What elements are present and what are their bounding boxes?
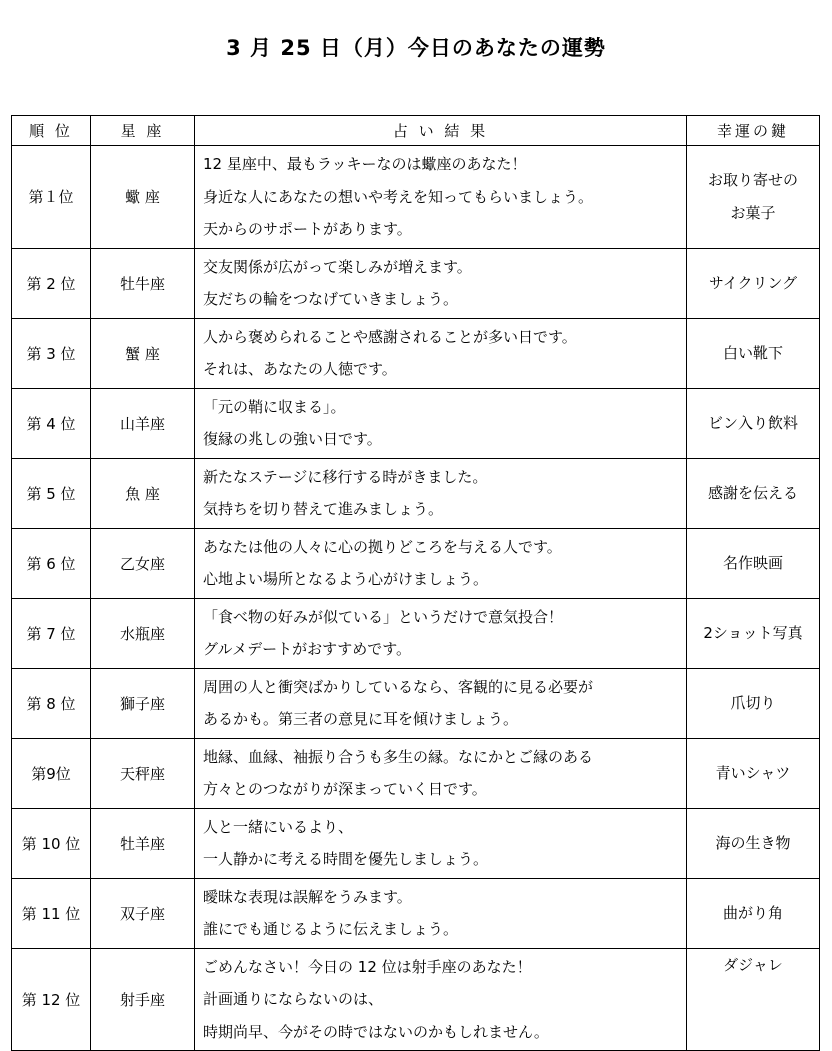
lucky-key-cell [687, 318, 820, 388]
lucky-key-text: 曲がり角 [722, 903, 783, 922]
table-row [12, 948, 820, 1051]
lucky-key-cell [687, 878, 820, 948]
fortune-text-line: 復縁の兆しの強い日です。 [203, 430, 382, 448]
rank-cell: 第 7 位 [12, 598, 91, 668]
lucky-key-cell [687, 146, 820, 249]
rank-cell: 第 4 位 [12, 388, 91, 458]
table-row [12, 458, 820, 528]
rank-cell: 第 10 位 [12, 808, 91, 878]
table-row [12, 808, 820, 878]
fortune-text-line: 「元の鞘に収まる」。 [203, 397, 346, 416]
fortune-text-line: 交友関係が広がって楽しみが増えます。 [203, 257, 472, 276]
lucky-key-text: お取り寄せの [707, 171, 798, 190]
fortune-text-line: それは、あなたの人徳です。 [203, 360, 397, 378]
table-row [12, 878, 820, 948]
header-sign: 星 座 [91, 116, 195, 146]
zodiac-sign-cell: 牡羊座 [91, 808, 195, 878]
fortune-result-cell [195, 948, 687, 1051]
lucky-key-text: ダジャレ [723, 955, 783, 974]
fortune-text-line: 人から褒められることや感謝されることが多い日です。 [203, 327, 577, 346]
lucky-key-cell [687, 668, 820, 738]
lucky-key-cell [687, 738, 820, 808]
table-row [12, 146, 820, 249]
fortune-text-line: グルメデートがおすすめです。 [203, 640, 412, 658]
lucky-key-text: 爪切り [730, 693, 776, 712]
fortune-text-line: 地縁、血縁、袖振り合うも多生の縁。なにかとご縁のある [203, 747, 594, 766]
zodiac-sign-cell: 蠍 座 [91, 146, 195, 249]
rank-cell: 第 2 位 [12, 248, 91, 318]
lucky-key-text: 白い靴下 [722, 343, 783, 362]
lucky-key-cell [687, 948, 820, 1051]
rank-cell: 第 8 位 [12, 668, 91, 738]
lucky-key-text: ビン入り飲料 [707, 413, 798, 432]
lucky-key-cell [687, 598, 820, 668]
rank-cell: 第１位 [12, 146, 91, 249]
fortune-text-line: ごめんなさい！今日の 12 位は射手座のあなた！ [203, 957, 532, 976]
fortune-table [11, 115, 820, 1051]
fortune-text-line: 時期尚早、今がその時ではないのかもしれません。 [203, 1022, 549, 1041]
zodiac-sign-cell: 天秤座 [91, 738, 195, 808]
header-lucky-key: 幸運の鍵 [687, 116, 820, 146]
fortune-result-cell [195, 738, 687, 808]
fortune-result-cell [195, 808, 687, 878]
table-row [12, 528, 820, 598]
lucky-key-text: 青いシャツ [715, 763, 791, 782]
fortune-result-cell [195, 878, 687, 948]
table-row [12, 668, 820, 738]
fortune-result-cell [195, 146, 687, 249]
lucky-key-cell [687, 528, 820, 598]
lucky-key-text: お菓子 [730, 203, 776, 222]
fortune-result-cell [195, 528, 687, 598]
lucky-key-text: 2ショット写真 [703, 623, 803, 642]
fortune-text-line: 「食べ物の好みが似ている」というだけで意気投合！ [203, 607, 564, 626]
lucky-key-cell [687, 388, 820, 458]
lucky-key-text: 感謝を伝える [707, 483, 798, 502]
fortune-text-line: 一人静かに考える時間を優先しましょう。 [203, 850, 489, 868]
fortune-result-cell [195, 388, 687, 458]
fortune-text-line: 心地よい場所となるよう心がけましょう。 [203, 570, 489, 588]
fortune-text-line: あるかも。第三者の意見に耳を傾けましょう。 [203, 710, 519, 728]
fortune-text-line: 新たなステージに移行する時がきました。 [203, 467, 488, 486]
fortune-text-line: 天からのサポートがあります。 [203, 220, 412, 238]
table-row [12, 598, 820, 668]
page-title: 3 月 25 日（月）今日のあなたの運勢 [226, 36, 606, 60]
fortune-result-cell [195, 458, 687, 528]
fortune-text-line: 曖昧な表現は誤解をうみます。 [203, 887, 412, 906]
lucky-key-cell [687, 808, 820, 878]
fortune-text-line: 身近な人にあなたの想いや考えを知ってもらいましょう。 [203, 187, 594, 206]
fortune-text-line: 12 星座中、最もラッキーなのは蠍座のあなた！ [203, 155, 527, 173]
fortune-text-line: 計画通りにならないのは、 [203, 990, 384, 1008]
lucky-key-text: 海の生き物 [715, 833, 791, 852]
fortune-text-line: 周囲の人と衝突ばかりしているなら、客観的に見る必要が [203, 677, 594, 696]
fortune-result-cell [195, 598, 687, 668]
fortune-result-cell [195, 248, 687, 318]
rank-cell: 第 3 位 [12, 318, 91, 388]
zodiac-sign-cell: 水瓶座 [91, 598, 195, 668]
header-result: 占 い 結 果 [195, 116, 687, 146]
table-row [12, 388, 820, 458]
fortune-text-line: あなたは他の人々に心の拠りどころを与える人です。 [203, 537, 562, 556]
fortune-text-line: 友だちの輪をつなげていきましょう。 [203, 290, 459, 308]
header-row [12, 116, 820, 146]
zodiac-sign-cell: 蟹 座 [91, 318, 195, 388]
zodiac-sign-cell: 魚 座 [91, 458, 195, 528]
lucky-key-cell [687, 458, 820, 528]
fortune-rows [12, 146, 820, 1051]
fortune-text-line: 人と一緒にいるより、 [203, 817, 354, 836]
zodiac-sign-cell: 獅子座 [91, 668, 195, 738]
lucky-key-text: サイクリング [708, 273, 798, 292]
lucky-key-cell [687, 248, 820, 318]
fortune-text-line: 気持ちを切り替えて進みましょう。 [203, 500, 444, 518]
table-row [12, 738, 820, 808]
rank-cell: 第 6 位 [12, 528, 91, 598]
zodiac-sign-cell: 双子座 [91, 878, 195, 948]
zodiac-sign-cell: 乙女座 [91, 528, 195, 598]
rank-cell: 第9位 [12, 738, 91, 808]
lucky-key-text: 名作映画 [722, 553, 783, 572]
zodiac-sign-cell: 牡牛座 [91, 248, 195, 318]
rank-cell: 第 12 位 [12, 948, 91, 1051]
table-row [12, 248, 820, 318]
fortune-text-line: 方々とのつながりが深まっていく日です。 [203, 780, 487, 798]
zodiac-sign-cell: 山羊座 [91, 388, 195, 458]
zodiac-sign-cell: 射手座 [91, 948, 195, 1051]
fortune-result-cell [195, 318, 687, 388]
rank-cell: 第 11 位 [12, 878, 91, 948]
header-rank: 順 位 [12, 116, 91, 146]
fortune-result-cell [195, 668, 687, 738]
table-row [12, 318, 820, 388]
fortune-text-line: 誰にでも通じるように伝えましょう。 [203, 920, 459, 938]
rank-cell: 第 5 位 [12, 458, 91, 528]
